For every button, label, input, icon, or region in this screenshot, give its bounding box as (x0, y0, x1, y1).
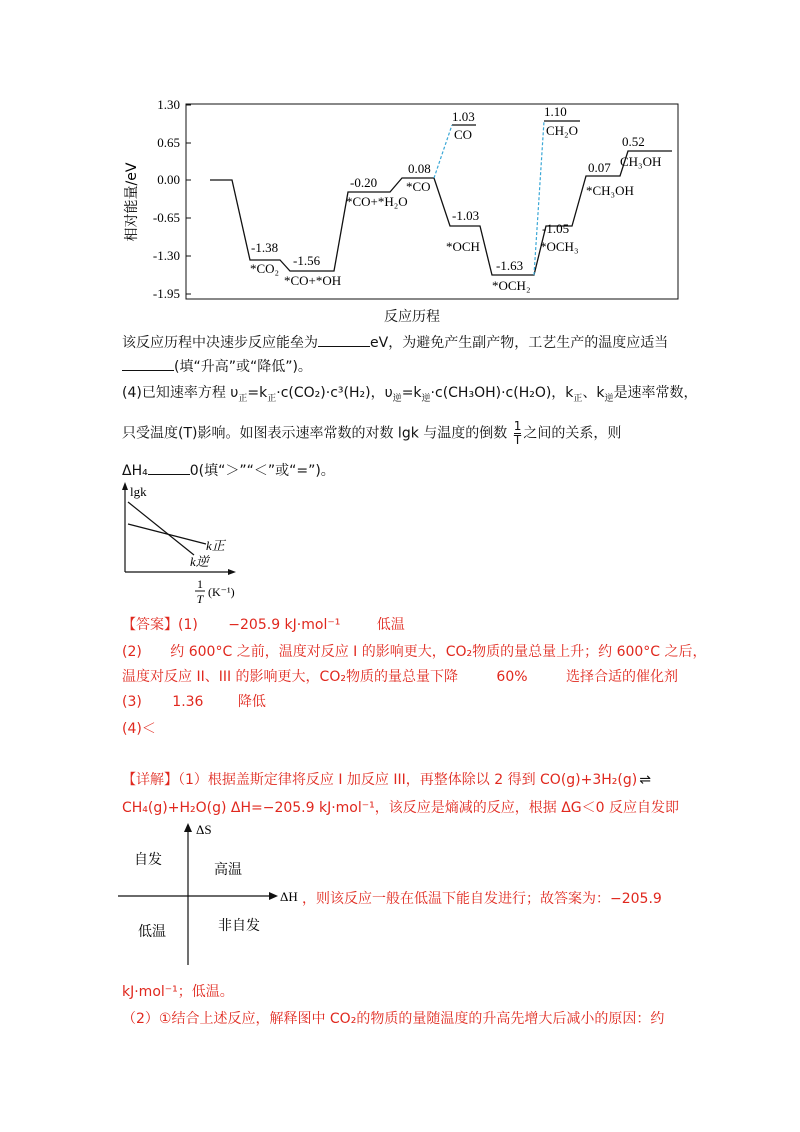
y-axis-label: 相对能量/eV (124, 162, 140, 242)
level-value: -1.56 (293, 253, 321, 268)
explain-tag: 【详解】 (122, 772, 178, 788)
y-tick-labels (153, 97, 180, 301)
quadrant-x-label: ΔH (280, 889, 298, 904)
x-label-num: 1 (197, 577, 203, 591)
answer-line4 (122, 693, 266, 711)
explain-line5 (122, 1010, 664, 1028)
sub-ni: 逆 (392, 393, 402, 404)
quadrant-tr: 高温 (214, 862, 242, 878)
explain-text: （2）①结合上述反应，解释图中 CO₂的物质的量随温度的升高先增大后减小的原因：约 (122, 1011, 665, 1027)
quadrant-br: 非自发 (218, 918, 260, 934)
explain-text: CH₄(g)+H₂O(g) ΔH=−205.9 kJ·mol⁻¹，该反应是熵减的反应，根据 ΔG＜0 反应自发即 (122, 800, 679, 816)
answer-label: (2) (122, 644, 142, 660)
answer-text: 温度对反应 II、III 的影响更大，CO₂物质的量总量下降 (122, 669, 458, 685)
level-value: 0.08 (408, 161, 431, 176)
answer-tag: 【答案】 (122, 617, 178, 633)
level-value: 1.10 (544, 104, 567, 119)
answer-line2 (122, 643, 707, 661)
species-label: CH₃OH (620, 154, 662, 169)
level-value: 0.07 (588, 160, 611, 175)
answer-line5 (122, 720, 156, 738)
answer-label: (3) (122, 694, 142, 710)
fraction-1-over-T (514, 420, 522, 447)
y-ticks (186, 105, 191, 294)
lgk-graph (118, 482, 268, 607)
explain-line4 (122, 983, 234, 1001)
level-value: 1.03 (452, 109, 475, 124)
answer-value: 低温 (376, 617, 405, 633)
answer-blank (122, 356, 174, 371)
answer-text: (4)＜ (122, 721, 156, 737)
q4-text: ·c(CO₂)·c³(H₂)，υ (276, 385, 393, 401)
y-tick-label: 0.00 (157, 172, 180, 187)
level-value: -1.05 (542, 221, 570, 236)
answer-value: 降低 (237, 694, 266, 710)
level-value: 0.52 (622, 134, 645, 149)
quadrant-y-arrow (184, 823, 192, 832)
level-value: -1.63 (496, 258, 524, 273)
y-tick-label: -0.65 (152, 210, 180, 225)
level-value: -0.20 (350, 175, 378, 190)
explain-text: （1）根据盖斯定律将反应 I 加反应 III，再整体除以 2 得到 CO(g)+3H₂(g) (178, 772, 638, 788)
quadrant-y-label: ΔS (196, 822, 212, 837)
explain-line1 (122, 771, 651, 789)
q3-line1 (122, 332, 668, 352)
sub-ni: 逆 (421, 393, 431, 404)
species-label: *OCH₃ (540, 239, 579, 254)
q4-line1 (122, 384, 698, 408)
x-label-unit: (K⁻¹) (208, 585, 235, 599)
species-label: *OCH (446, 239, 480, 254)
q4-text: =k (401, 385, 422, 401)
answer-value: −205.9 kJ·mol⁻¹ (228, 617, 341, 633)
explain-line3 (302, 890, 662, 908)
answer-value: 1.36 (172, 694, 204, 710)
explain-line2 (122, 799, 679, 817)
species-label: *CO₂ (250, 261, 280, 276)
q3-text: (填“升高”或“降低”)。 (174, 359, 312, 375)
species-label: *CH₃OH (586, 183, 634, 198)
sub-zheng: 正 (238, 393, 248, 404)
energy-diagram (120, 92, 690, 332)
k-ni-label: k逆 (190, 554, 209, 569)
q4-text: ·c(CH₃OH)·c(H₂O)，k (430, 385, 574, 401)
y-tick-label: 0.65 (157, 135, 180, 150)
explain-text: ，则该反应一般在低温下能自发进行；故答案为：−205.9 (302, 891, 662, 907)
energy-diagram-svg (120, 92, 690, 332)
answer-blank (148, 460, 190, 475)
frac-num: 1 (513, 419, 522, 433)
line-k-zheng (128, 524, 206, 544)
species-label: CH₂O (546, 123, 578, 138)
line-k-ni (128, 502, 194, 555)
species-label: *CO (406, 179, 431, 194)
x-axis-arrow (228, 569, 236, 575)
lgk-graph-svg (118, 482, 268, 607)
q4-text: (4)已知速率方程 υ (122, 385, 239, 401)
sub-zheng: 正 (573, 393, 583, 404)
q4-text: 是速率常数， (613, 385, 698, 401)
answer-label: (1) (178, 617, 198, 633)
k-zheng-label: k正 (206, 538, 225, 553)
quadrant-svg (118, 820, 318, 970)
answer-blank (318, 332, 370, 347)
q4-line2 (122, 420, 621, 447)
species-label: *CO+*H₂O (346, 194, 408, 209)
level-value: -1.03 (452, 208, 480, 223)
q4-text: 之间的关系，则 (523, 425, 622, 442)
q4-text: 只受温度(T)影响。如图表示速率常数的对数 lgk 与温度的倒数 (122, 425, 508, 442)
y-tick-label: 1.30 (157, 97, 180, 112)
quadrant-diagram (118, 820, 318, 970)
q4-text: =k (247, 385, 268, 401)
answer-value: 60% (496, 669, 528, 685)
sub-ni: 逆 (604, 393, 614, 404)
sub-zheng: 正 (267, 393, 277, 404)
quadrant-tl: 自发 (134, 852, 162, 868)
quadrant-bl: 低温 (138, 924, 166, 940)
answer-value: 选择合适的催化剂 (565, 669, 678, 685)
answer-line1 (122, 616, 405, 634)
answer-line3 (122, 668, 678, 686)
species-label: *OCH₂ (492, 278, 531, 293)
q4-text: ΔH₄ (122, 463, 148, 479)
frac-den: T (513, 433, 522, 447)
y-tick-label: -1.95 (152, 286, 180, 301)
equilibrium-arrow-icon: ⇌ (639, 772, 651, 788)
q3-text: 该反应历程中决速步反应能垒为 (122, 335, 318, 351)
level-value: -1.38 (251, 240, 279, 255)
answer-text: 约 600°C 之前，温度对反应 I 的影响更大，CO₂物质的量总量上升；约 600°C 之后， (170, 644, 707, 660)
q4-line3 (122, 460, 335, 480)
x-label-den: T (196, 592, 204, 606)
x-axis-label: 反应历程 (384, 309, 440, 325)
lgk-axis-label: lgk (130, 484, 147, 499)
species-label: *CO+*OH (284, 273, 342, 288)
explain-text: kJ·mol⁻¹；低温。 (122, 984, 234, 1000)
y-tick-label: -1.30 (152, 248, 180, 263)
q3-text: eV，为避免产生副产物，工艺生产的温度应适当 (370, 335, 669, 351)
q3-line2 (122, 356, 312, 376)
dashed-transition (434, 125, 452, 178)
q4-text: 0(填“＞”“＜”或“=”)。 (189, 463, 335, 479)
q4-text: 、k (582, 385, 605, 401)
species-label: CO (454, 127, 473, 142)
quadrant-x-arrow (269, 892, 278, 900)
